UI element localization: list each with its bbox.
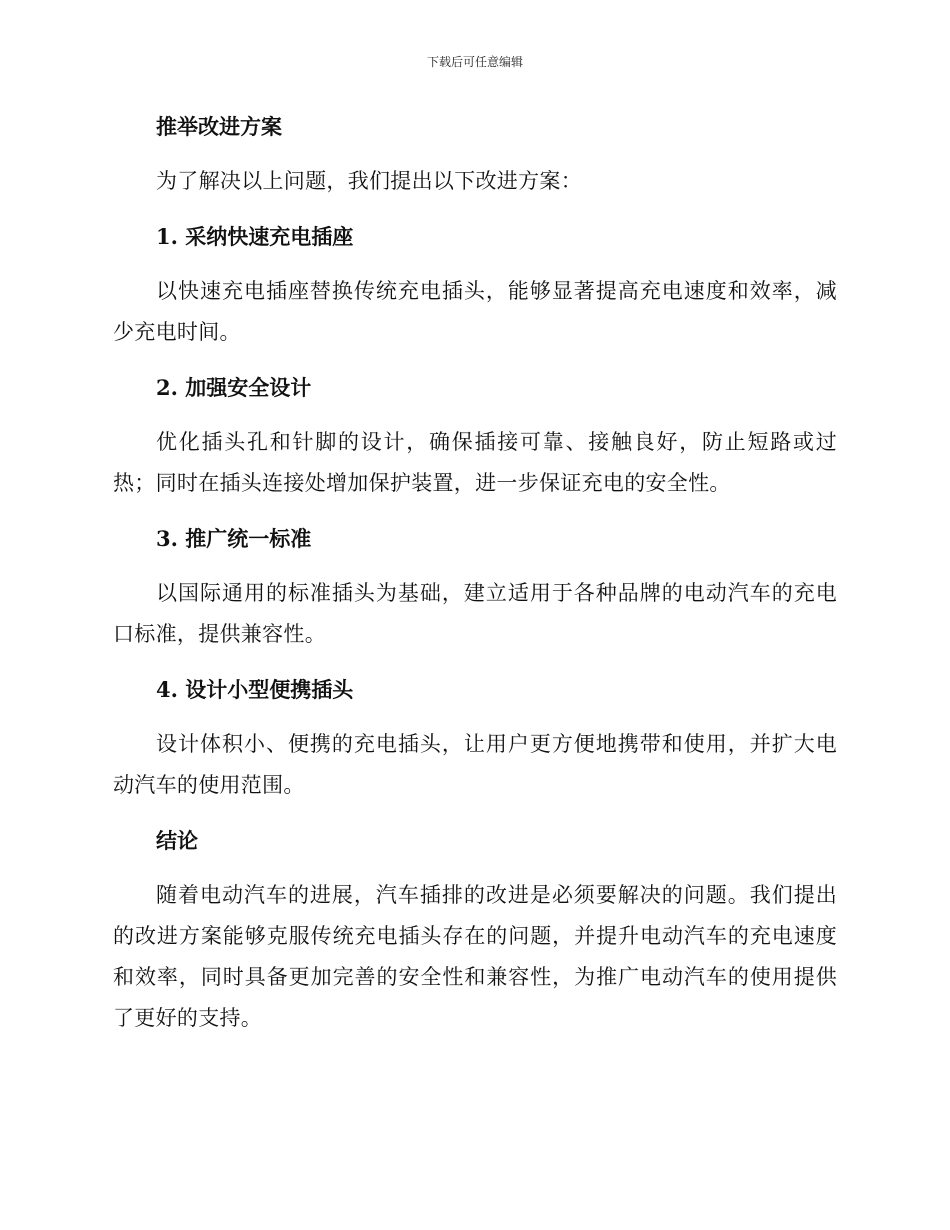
paragraph-unified-standard: 以国际通用的标准插头为基础，建立适用于各种品牌的电动汽车的充电口标准，提供兼容性。 <box>113 581 837 646</box>
subheading-unified-standard: 3. 推广统一标准 <box>156 526 312 551</box>
document-body <box>113 106 837 1039</box>
subheading-safety-design: 2. 加强安全设计 <box>156 375 312 400</box>
paragraph-safety-design: 优化插头孔和针脚的设计，确保插接可靠、接触良好，防止短路或过热；同时在插头连接处增加保护装置，进一步保证充电的安全性。 <box>113 430 837 495</box>
paragraph-fast-charging-socket: 以快速充电插座替换传统充电插头，能够显著提高充电速度和效率，减少充电时间。 <box>113 279 837 344</box>
paragraph-portable-plug: 设计体积小、便携的充电插头，让用户更方便地携带和使用，并扩大电动汽车的使用范围。 <box>113 732 837 797</box>
paragraph-intro: 为了解决以上问题，我们提出以下改进方案： <box>156 169 582 193</box>
paragraph-conclusion: 随着电动汽车的进展，汽车插排的改进是必须要解决的问题。我们提出的改进方案能够克服传统充电插头存在的问题，并提升电动汽车的充电速度和效率，同时具备更加完善的安全性和兼容性，为推广电动汽车的使用提供了更好的支持。 <box>113 883 837 1030</box>
section-heading-recommendations: 推举改进方案 <box>156 114 282 139</box>
page-header: 下载后可任意编辑 <box>426 55 523 69</box>
subheading-portable-plug: 4. 设计小型便携插头 <box>156 677 354 702</box>
section-heading-conclusion: 结论 <box>156 828 198 853</box>
subheading-fast-charging-socket: 1. 采纳快速充电插座 <box>156 224 354 249</box>
